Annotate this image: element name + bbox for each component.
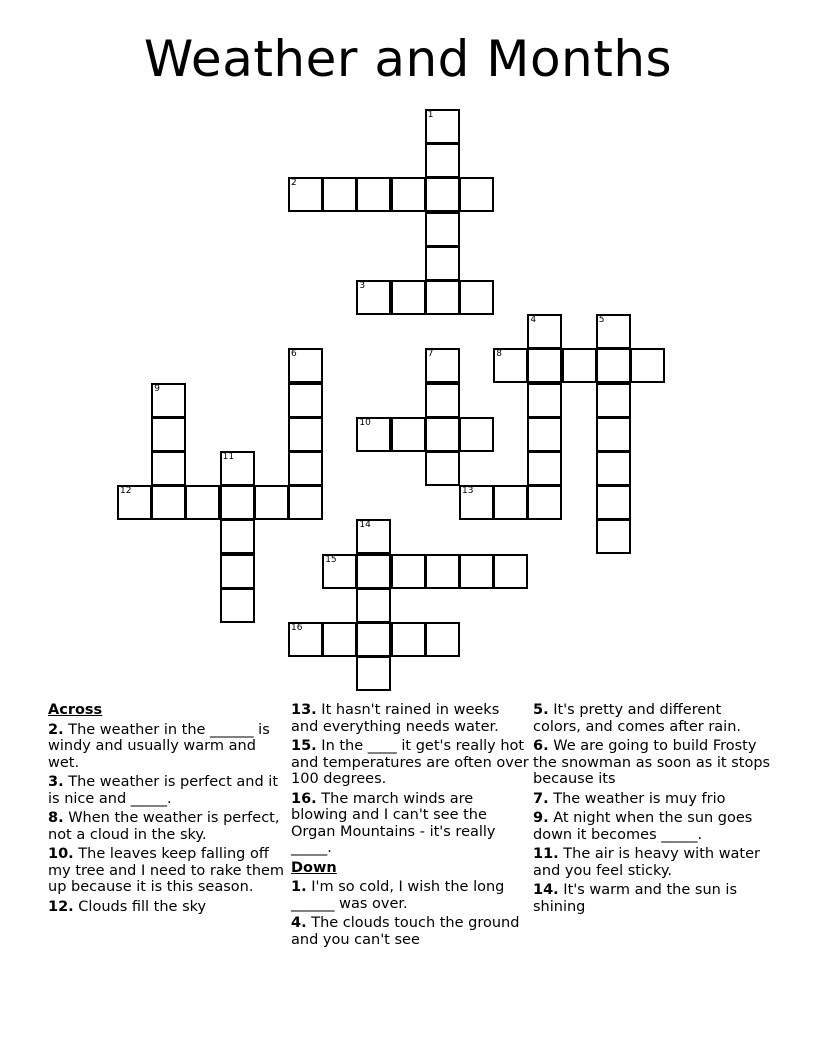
grid-cell[interactable]: [220, 485, 255, 520]
grid-cell[interactable]: [220, 519, 255, 554]
grid-cell[interactable]: [425, 554, 460, 589]
grid-cell[interactable]: [151, 451, 186, 486]
grid-cell[interactable]: [425, 212, 460, 247]
grid-cell[interactable]: [425, 280, 460, 315]
grid-cell[interactable]: [527, 451, 562, 486]
grid-cell[interactable]: [356, 622, 391, 657]
clue-number: 7.: [533, 790, 549, 807]
clue-text: The weather in the ______ is windy and usually warm and wet.: [48, 721, 270, 771]
clue-number: 5.: [533, 702, 549, 718]
cell-number: 1: [427, 110, 434, 120]
grid-cell[interactable]: [288, 417, 323, 452]
clue: [48, 722, 286, 772]
down-clue-list-cont: [533, 702, 771, 915]
grid-cell[interactable]: [356, 177, 391, 212]
clue-text: We are going to build Frosty the snowman as soon as it stops because its: [533, 738, 771, 787]
cell-number: 7: [427, 349, 434, 360]
grid-cell[interactable]: [288, 177, 323, 212]
grid-cell[interactable]: [425, 177, 460, 212]
clue-number: 11.: [533, 846, 559, 862]
grid-cell[interactable]: [356, 554, 391, 589]
cell-number: 11: [222, 452, 235, 462]
clue: [291, 738, 529, 788]
clue: [291, 702, 529, 735]
clue: [533, 846, 771, 879]
clue-number: 8.: [48, 810, 64, 826]
grid-cell[interactable]: [288, 485, 323, 520]
grid-cell[interactable]: [596, 519, 631, 554]
clue-number: 12.: [48, 898, 74, 915]
clue: [48, 899, 286, 916]
grid-cell[interactable]: [322, 554, 357, 589]
clue-text: The march winds are blowing and I can't see the Organ Mountains - it's really _____.: [291, 790, 496, 856]
cell-number: 8: [496, 349, 502, 360]
grid-cell[interactable]: [425, 383, 460, 418]
grid-cell[interactable]: [459, 554, 494, 589]
clue-number: 1.: [291, 879, 307, 895]
grid-cell[interactable]: [288, 451, 323, 486]
clues-column-1: [48, 702, 286, 918]
cell-number: 13: [462, 486, 474, 497]
clue-number: 9.: [533, 810, 549, 826]
clues-column-2: [291, 702, 529, 951]
grid-cell[interactable]: [151, 417, 186, 452]
clue-number: 3.: [48, 774, 64, 790]
grid-cell[interactable]: [459, 485, 494, 520]
cell-number: 16: [291, 623, 303, 633]
grid-cell[interactable]: [527, 383, 562, 418]
clue-text: When the weather is perfect, not a cloud in the sky.: [48, 810, 280, 843]
grid-cell[interactable]: [220, 451, 255, 486]
grid-cell[interactable]: [391, 417, 426, 452]
grid-cell[interactable]: [391, 280, 426, 315]
clue-text: In the ____ it get's really hot and temperatures are often over 100 degrees.: [291, 738, 529, 787]
grid-cell[interactable]: [425, 622, 460, 657]
across-clue-list-cont: [291, 702, 529, 857]
grid-cell[interactable]: [288, 622, 323, 657]
cell-number: 6: [291, 349, 297, 360]
grid-cell[interactable]: [220, 588, 255, 623]
clue-text: It's pretty and different colors, and comes after rain.: [533, 702, 742, 735]
grid-cell[interactable]: [527, 314, 562, 349]
grid-cell[interactable]: [630, 348, 665, 383]
grid-cell[interactable]: [185, 485, 220, 520]
grid-cell[interactable]: [425, 143, 460, 178]
grid-cell[interactable]: [459, 417, 494, 452]
grid-cell[interactable]: [288, 383, 323, 418]
grid-cell[interactable]: [356, 417, 391, 452]
grid-cell[interactable]: [562, 348, 597, 383]
clue-number: 10.: [48, 846, 74, 862]
grid-cell[interactable]: [425, 109, 460, 144]
clue-text: I'm so cold, I wish the long ______ was over.: [291, 879, 505, 912]
grid-cell[interactable]: [459, 177, 494, 212]
grid-cell[interactable]: [391, 622, 426, 657]
grid-cell[interactable]: [254, 485, 289, 520]
grid-cell[interactable]: [596, 451, 631, 486]
clue: [48, 810, 286, 843]
clue: [533, 810, 771, 843]
down-clue-list: [291, 879, 529, 948]
cell-number: 12: [120, 486, 132, 497]
grid-cell[interactable]: [459, 280, 494, 315]
grid-cell[interactable]: [322, 622, 357, 657]
clue-number: 2.: [48, 721, 64, 738]
grid-cell[interactable]: [356, 280, 391, 315]
clue: [291, 791, 529, 857]
puzzle-title: Weather and Months: [143, 30, 673, 88]
grid-cell[interactable]: [596, 348, 631, 383]
grid-cell[interactable]: [151, 383, 186, 418]
grid-cell[interactable]: [391, 177, 426, 212]
clue-text: It hasn't rained in weeks and everything needs water.: [291, 702, 500, 735]
grid-cell[interactable]: [356, 519, 391, 554]
cell-number: 3: [359, 281, 366, 291]
clue: [533, 738, 771, 788]
grid-cell[interactable]: [288, 348, 323, 383]
clue-number: 4.: [291, 915, 307, 931]
grid-cell[interactable]: [596, 485, 631, 520]
clue: [533, 702, 771, 735]
across-heading: Across: [48, 702, 103, 718]
clue-text: The leaves keep falling off my tree and I need to rake them up because it is this season.: [48, 846, 285, 895]
clue: [48, 774, 286, 807]
clue: [291, 915, 529, 948]
across-clue-list: [48, 722, 286, 916]
grid-cell[interactable]: [356, 588, 391, 623]
grid-cell[interactable]: [117, 485, 152, 520]
grid-cell[interactable]: [527, 348, 562, 383]
grid-cell[interactable]: [391, 554, 426, 589]
clue: [291, 879, 529, 912]
clue-text: It's warm and the sun is shining: [533, 882, 738, 915]
clue: [48, 846, 286, 896]
clues-column-3: [533, 702, 771, 918]
cell-number: 14: [359, 520, 371, 531]
grid-cell[interactable]: [322, 177, 357, 212]
clue-number: 14.: [533, 882, 559, 898]
cell-number: 9: [154, 383, 160, 394]
clue: [533, 791, 771, 808]
down-heading: Down: [291, 859, 337, 876]
grid-cell[interactable]: [425, 417, 460, 452]
grid-cell[interactable]: [596, 417, 631, 452]
clue-number: 15.: [291, 738, 317, 754]
clue-text: The air is heavy with water and you feel sticky.: [533, 846, 761, 879]
grid-cell[interactable]: [425, 246, 460, 281]
grid-cell[interactable]: [527, 485, 562, 520]
cell-number: 15: [325, 554, 337, 565]
grid-cell[interactable]: [493, 348, 528, 383]
clue-number: 6.: [533, 738, 549, 754]
cell-number: 5: [598, 315, 605, 326]
cell-number: 4: [530, 315, 537, 326]
grid-cell[interactable]: [151, 485, 186, 520]
clue-text: At night when the sun goes down it becomes _____.: [533, 810, 753, 843]
clue-text: The weather is muy frio: [548, 790, 726, 807]
grid-cell[interactable]: [425, 348, 460, 383]
grid-cell[interactable]: [220, 554, 255, 589]
grid-cell[interactable]: [493, 554, 528, 589]
clue-text: Clouds fill the sky: [73, 898, 207, 915]
grid-cell[interactable]: [425, 451, 460, 486]
cell-number: 2: [291, 178, 297, 189]
clue-number: 13.: [291, 702, 317, 718]
grid-cell[interactable]: [596, 314, 631, 349]
grid-cell[interactable]: [596, 383, 631, 418]
grid-cell[interactable]: [527, 417, 562, 452]
clue-text: The weather is perfect and it is nice and _____.: [48, 774, 279, 807]
cell-number: 10: [359, 417, 371, 428]
grid-cell[interactable]: [493, 485, 528, 520]
grid-cell[interactable]: [356, 656, 391, 691]
clue-number: 16.: [291, 790, 317, 807]
clue-text: The clouds touch the ground and you can't see: [291, 915, 520, 948]
clue: [533, 882, 771, 915]
